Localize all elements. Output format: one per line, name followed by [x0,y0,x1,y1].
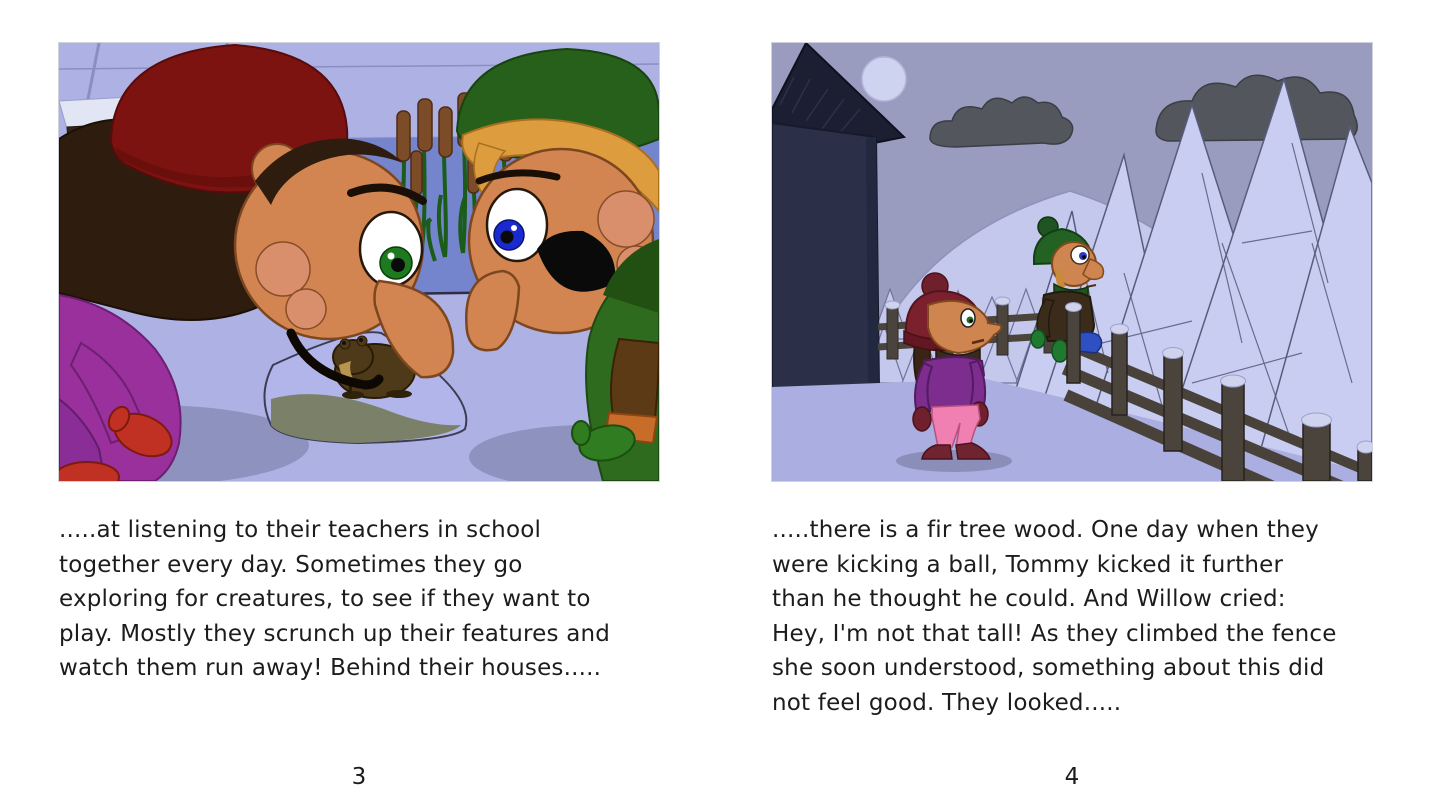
story-text-line: not feel good. They looked..... [772,689,1122,716]
pond-frog-illustration [59,43,659,481]
page-number-right: 4 [1064,764,1080,790]
story-text-line: play. Mostly they scrunch up their features and [59,620,611,647]
story-text-line: were kicking a ball, Tommy kicked it further [772,551,1284,578]
page-number-left: 3 [351,764,367,790]
story-text-line: than he thought he could. And Willow cried: [772,586,1286,613]
winter-fence-illustration [772,43,1372,481]
moon [862,57,906,101]
story-text-line: exploring for creatures, to see if they want to [59,586,591,613]
story-text-line: watch them run away! Behind their houses..... [59,655,602,682]
story-text-line: together every day. Sometimes they go [59,551,523,578]
story-page-3 [59,43,659,686]
story-page-4 [772,43,1372,721]
story-text-page-4 [772,513,1372,721]
story-text-line: .....at listening to their teachers in school [59,517,542,543]
story-text-line: she soon understood, something about this did [772,655,1325,682]
story-text-line: Hey, I'm not that tall! As they climbed the fence [772,620,1337,647]
story-text-line: .....there is a fir tree wood. One day when they [772,517,1319,543]
story-text-page-3 [59,513,659,686]
